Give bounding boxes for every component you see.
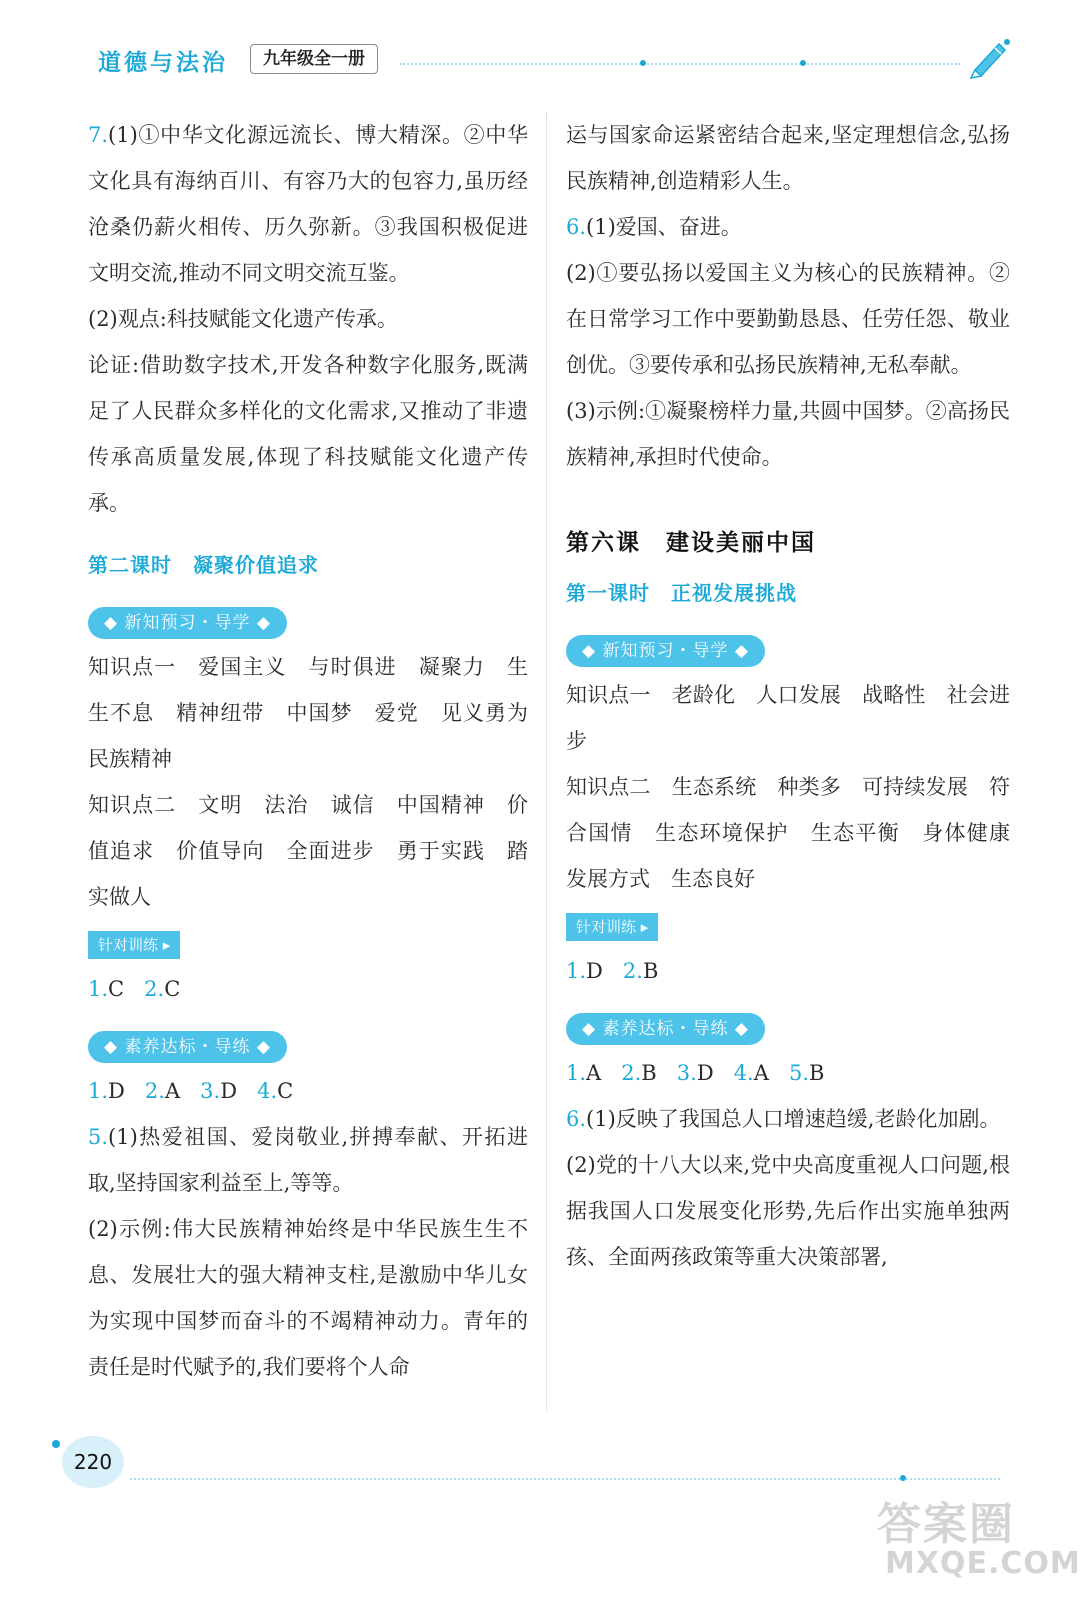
question-number: 5. <box>88 1125 109 1149</box>
answer-q6-3: (3)示例:①凝聚榜样力量,共圆中国梦。②高扬民族精神,承担时代使命。 <box>566 399 1010 469</box>
watermark <box>855 1488 1081 1588</box>
answer-q7-2-view: (2)观点:科技赋能文化遗产传承。 <box>88 307 398 331</box>
practice-banner: ◆ 素养达标・导练 ◆ <box>88 1031 287 1063</box>
preview-banner: ◆ 新知预习・导学 ◆ <box>88 607 287 639</box>
watermark-text-en: MXQE.COM <box>885 1546 1081 1581</box>
answer-q6-2: (2)①要弘扬以爱国主义为核心的民族精神。②在日常学习工作中要勤勤恳恳、任劳任怨、敬业创优。③要传承和弘扬民族精神,无私奉献。 <box>566 261 1010 377</box>
grade-label: 九年级全一册 <box>250 44 378 74</box>
column-divider <box>546 112 547 1412</box>
answer-q5-continued: 运与国家命运紧密结合起来,坚定理想信念,弘扬民族精神,创造精彩人生。 <box>566 123 1010 193</box>
training-tag: 针对训练 ▸ <box>88 931 180 959</box>
knowledge-point-1: 知识点一 爱国主义 与时俱进 凝聚力 生生不息 精神纽带 中国梦 爱党 见义勇为 民族精神 <box>88 655 549 771</box>
answer-q5-1: 5.(1)热爱祖国、爱岗敬业,拼搏奉献、开拓进取,坚持国家利益至上,等等。 <box>88 1125 528 1195</box>
section-title: 第一课时 正视发展挑战 <box>566 581 797 605</box>
training-tag: 针对训练 ▸ <box>566 913 658 941</box>
question-number: 6. <box>566 1107 587 1131</box>
answer-q6-1: 6.(1)爱国、奋进。 <box>566 215 742 239</box>
practice-answers: 1.A 2.B 3.D 4.A 5.B <box>566 1061 825 1085</box>
right-column <box>566 112 1031 1280</box>
header-dot <box>640 60 646 66</box>
watermark-text-cn: 答案圈 <box>877 1499 1015 1550</box>
practice-answers: 1.D 2.A 3.D 4.C <box>88 1079 294 1103</box>
page-header <box>0 0 1083 90</box>
knowledge-point-1: 知识点一 老龄化 人口发展 战略性 社会进步 <box>566 683 1010 753</box>
practice-banner: ◆ 素养达标・导练 ◆ <box>566 1013 765 1045</box>
answer-q5-2: (2)示例:伟大民族精神始终是中华民族生生不息、发展壮大的强大精神支柱,是激励中华儿女为实现中国梦而奋斗的不竭精神动力。青年的责任是时代赋予的,我们要将个人命 <box>88 1217 528 1379</box>
answer-text: (1)①中华文化源远流长、博大精深。②中华文化具有海纳百川、有容乃大的包容力,虽历经沧桑仍薪火相传、历久弥新。③我国积极促进文明交流,推动不同文明交流互鉴。 <box>88 123 528 285</box>
header-dot <box>800 60 806 66</box>
answer-q7-2-argument: 论证:借助数字技术,开发各种数字化服务,既满足了人民群众多样化的文化需求,又推动了非遗传承高质量发展,体现了科技赋能文化遗产传承。 <box>88 353 528 515</box>
knowledge-point-2: 知识点二 生态系统 种类多 可持续发展 符合国情 生态环境保护 生态平衡 身体健康 发展方式 生态良好 <box>566 775 1031 891</box>
answer-q6b-2: (2)党的十八大以来,党中央高度重视人口问题,根据我国人口发展变化形势,先后作出实施单独两孩、全面两孩政策等重大决策部署, <box>566 1153 1010 1269</box>
training-answers: 1.C 2.C <box>88 977 181 1001</box>
page-number: 220 <box>62 1436 124 1488</box>
footer-dot <box>900 1475 906 1481</box>
answer-q6b-1: 6.(1)反映了我国总人口增速趋缓,老龄化加剧。 <box>566 1107 1001 1131</box>
pen-icon <box>965 36 1013 80</box>
preview-banner: ◆ 新知预习・导学 ◆ <box>566 635 765 667</box>
lesson-title: 第六课 建设美丽中国 <box>566 529 816 556</box>
question-number: 7. <box>88 123 109 147</box>
subject-title: 道德与法治 <box>98 50 228 76</box>
header-dotted-line <box>400 63 960 65</box>
answer-q7-1 <box>88 112 528 296</box>
footer-dot <box>52 1440 60 1448</box>
knowledge-point-2: 知识点二 文明 法治 诚信 中国精神 价值追求 价值导向 全面进步 勇于实践 踏实做人 <box>88 793 528 909</box>
left-column <box>88 112 549 1390</box>
section-title: 第二课时 凝聚价值追求 <box>88 553 319 577</box>
footer-dotted-line <box>130 1478 1000 1480</box>
training-answers: 1.D 2.B <box>566 959 659 983</box>
question-number: 6. <box>566 215 587 239</box>
